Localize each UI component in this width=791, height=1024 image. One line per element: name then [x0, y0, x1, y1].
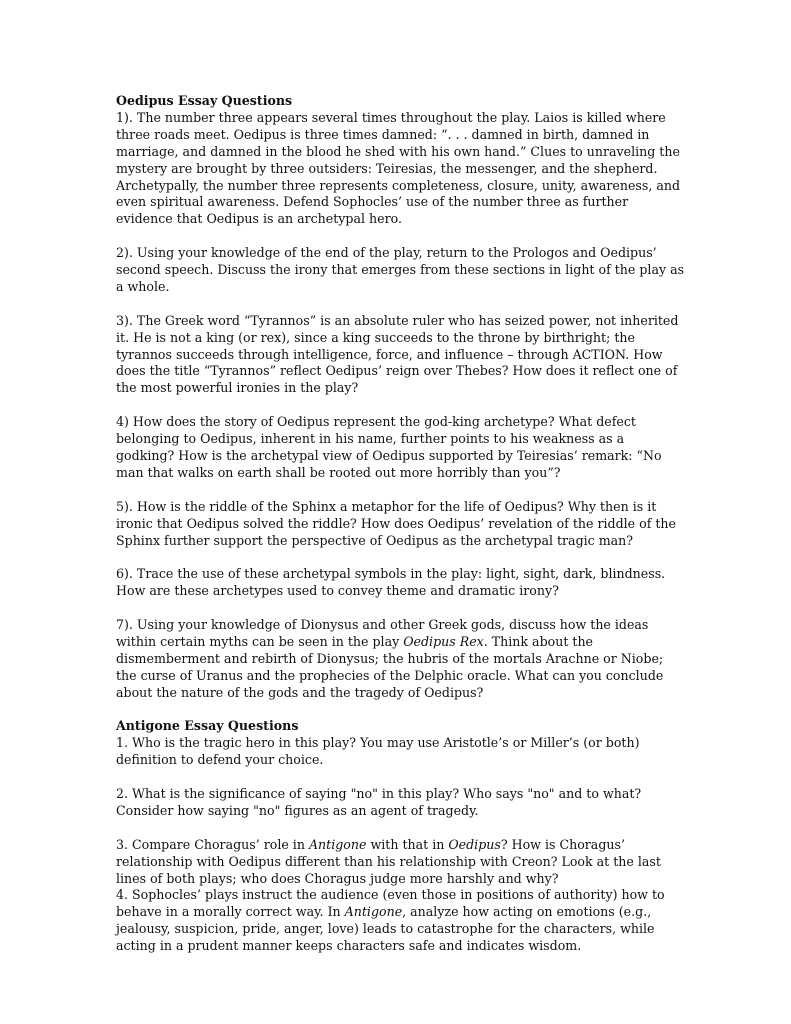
aq4-text-a: 4. Sophocles’ plays instruct the audience (even those in positions of authority) how to behave in a morally correct way. In	[116, 887, 665, 920]
antigone-question-1: 1. Who is the tragic hero in this play? You may use Aristotle’s or Miller’s (or both) definition to defend your choice.	[116, 735, 640, 768]
antigone-question-2: 2. What is the significance of saying "no" in this play? Who says "no" and to what? Consider how saying "no" figures as an agent of tragedy.	[116, 786, 642, 818]
aq3-text-c: ? How is Choragus’ relationship with Oedipus different than his relationship with Creon? Look at the last lines of both plays; who does Choragus judge more harshly and why?	[116, 836, 661, 886]
oedipus-question-4: 4) How does the story of Oedipus represent the god-king archetype? What defect belonging to Oedipus, inherent in his name, further points to his weakness as a godking? How is the archetypal view of Oedipus supported by Teiresias’ remark: “No man that walks on earth shall be rooted out more horribly than you”?	[116, 414, 662, 480]
antigone-question-4	[116, 887, 686, 955]
aq3-text-a: 3. Compare Choragus’ role in	[116, 836, 309, 852]
oedipus-question-7	[116, 617, 686, 702]
q7-text-a: 7). Using your knowledge of Dionysus and other Greek gods, discuss how the ideas within certain myths can be seen in the play	[116, 617, 649, 649]
q7-text-b: . Think about the dismemberment and rebirth of Dionysus; the hubris of the mortals Arachne or Niobe; the curse of Uranus and the prophecies of the Delphic oracle. What can you conclude about the nature of the gods and the tragedy of Oedipus?	[116, 633, 664, 700]
aq3-text-b: with that in	[366, 836, 449, 852]
oedipus-question-1: 1). The number three appears several times throughout the play. Laios is killed where three roads meet. Oedipus is three times damned: “. . . damned in birth, damned in marriage, and damned in the blood he shed with his own hand.” Clues to unraveling the mystery are brought by three outsiders: Teiresias, the messenger, and the shepherd.	[116, 109, 680, 176]
oedipus-question-1-continued: Archetypally, the number three represents completeness, closure, unity, awareness, and even spiritual awareness. Defend Sophocles’ use of the number three as further evidence that Oedipus is an archetypal hero.	[116, 177, 681, 227]
oedipus-question-5: 5). How is the riddle of the Sphinx a metaphor for the life of Oedipus? Why then is it ironic that Oedipus solved the riddle? How does Oedipus’ revelation of the riddle of the Sphinx further support the perspective of Oedipus as the archetypal tragic man?	[116, 498, 676, 548]
oedipus-question-2: 2). Using your knowledge of the end of the play, return to the Prologos and Oedipus’ second speech. Discuss the irony that emerges from these sections in light of the play as a whole.	[116, 245, 685, 294]
oedipus-question-6: 6). Trace the use of these archetypal symbols in the play: light, sight, dark, blindness. How are these archetypes used to convey theme and dramatic irony?	[116, 566, 666, 599]
aq3-title-antigone: Antigone	[308, 836, 367, 852]
oedipus-question-3: 3). The Greek word “Tyrannos” is an absolute ruler who has seized power, not inherited it. He is not a king (or rex), since a king succeeds to the throne by birthright; the tyrannos succeeds through intelligence, force, and influence – through ACTION. How does the title “Tyrannos” reflect Oedipus’ reign over Thebes? How does it reflect one of the most powerful ironies in the play?	[116, 312, 679, 396]
aq3-title-oedipus: Oedipus	[448, 836, 501, 852]
aq4-text-b: , analyze how acting on emotions (e.g., jealousy, suspicion, pride, anger, love) leads to catastrophe for the characters, while acting in a prudent manner keeps characters safe and indicates wisdom.	[116, 904, 655, 954]
oedipus-heading: Oedipus Essay Questions	[116, 93, 293, 108]
q7-play-title: Oedipus Rex	[403, 633, 484, 649]
document-page	[116, 93, 686, 955]
aq4-title-antigone: Antigone	[344, 904, 403, 920]
antigone-heading: Antigone Essay Questions	[116, 718, 299, 734]
antigone-question-3	[116, 837, 686, 888]
